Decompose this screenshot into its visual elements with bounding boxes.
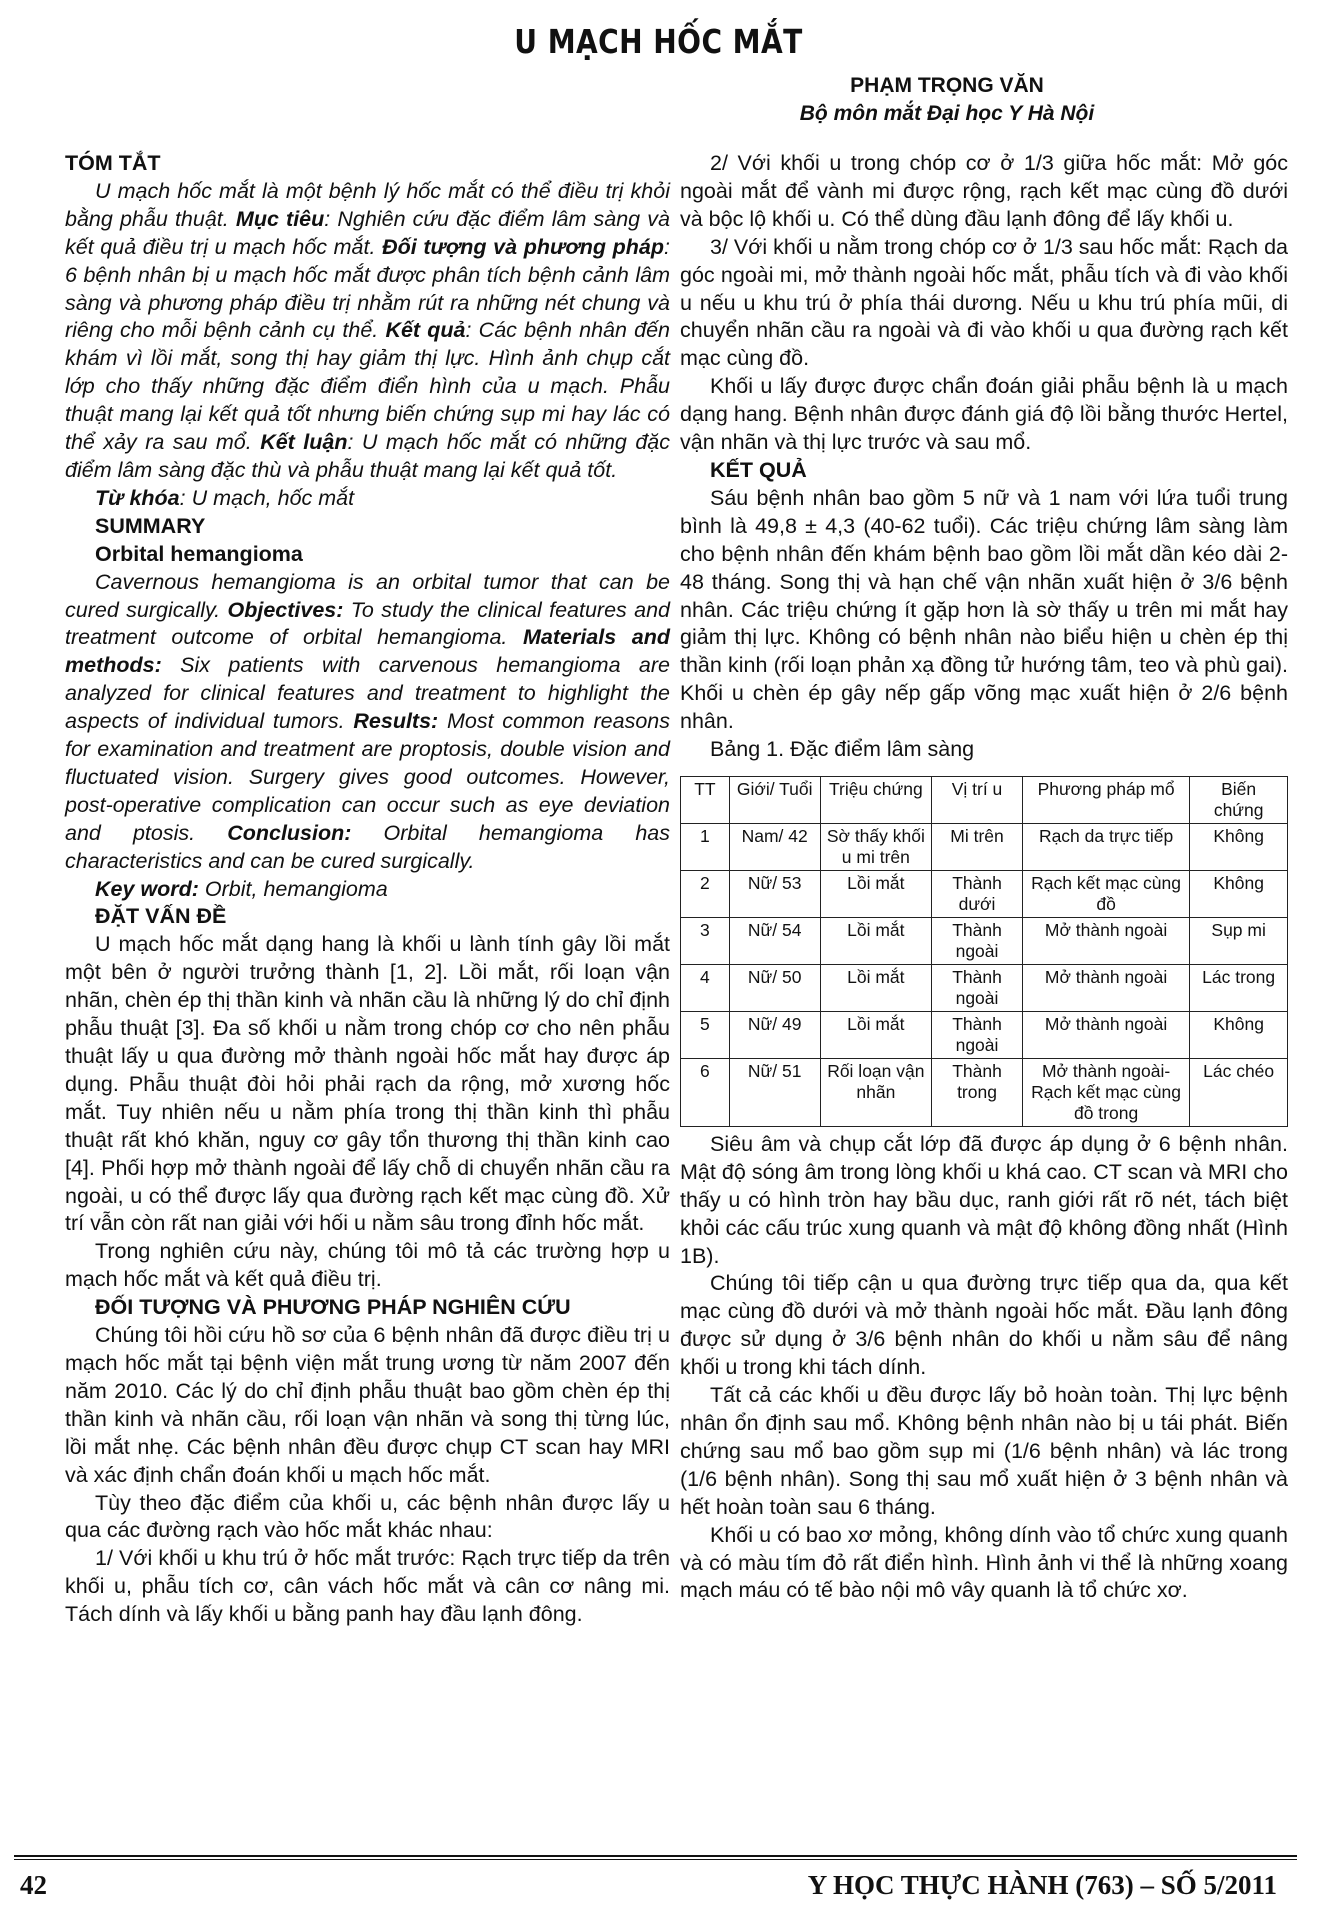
abstract-en-label: Materials and methods: bbox=[65, 625, 670, 678]
abstract-vi-keywords bbox=[65, 485, 670, 513]
abstract-vi-label: Kết luận bbox=[260, 430, 348, 455]
abstract-en-text: Six patients with carvenous hemangioma are analyzed for clinical features and treatment to highlight the aspects of individual tumors. bbox=[65, 653, 670, 734]
table-cell: 2 bbox=[681, 870, 730, 917]
abstract-en-text: To study the clinical features and treatment outcome of orbital hemangioma. bbox=[65, 597, 671, 650]
table-cell: Mi trên bbox=[932, 823, 1023, 870]
table-row bbox=[681, 1058, 1288, 1126]
methods-paragraph: 1/ Với khối u khu trú ở hốc mắt trước: Rạch trực tiếp da trên khối u, phẫu tích cơ, cân vách hốc mắt và cân cơ nâng mi. Tách dính và lấy khối u bằng panh hay đầu lạnh đông. bbox=[65, 1546, 670, 1627]
article-title: U MẠCH HỐC MẮT bbox=[514, 22, 803, 61]
author-block bbox=[737, 72, 1157, 128]
keywords-text: Orbit, hemangioma bbox=[198, 876, 388, 901]
abstract-vi-label: Kết quả bbox=[385, 318, 466, 343]
abstract-en-label: Results: bbox=[353, 709, 439, 734]
results-heading: KẾT QUẢ bbox=[710, 457, 807, 482]
results-paragraph: Khối u có bao xơ mỏng, không dính vào tổ chức xung quanh và có màu tím đỏ rất điển hình. Hình ảnh vi thể là những xoang mạch máu có tế bào nội mô vây quanh là tổ chức xơ. bbox=[680, 1522, 1288, 1603]
table-cell: 1 bbox=[681, 823, 730, 870]
table-cell: Nam/ 42 bbox=[729, 823, 820, 870]
table-cell: Sụp mi bbox=[1190, 917, 1288, 964]
author-name: PHẠM TRỌNG VĂN bbox=[850, 74, 1044, 97]
summary-subtitle: Orbital hemangioma bbox=[95, 541, 303, 566]
abstract-en-text: Most common reasons for examination and treatment are proptosis, double vision and fluctuated vision. Surgery gives good outcomes. However, post-operative complication can occur such as eye deviation and ptosis. bbox=[65, 709, 670, 845]
table-caption: Bảng 1. Đặc điểm lâm sàng bbox=[710, 737, 975, 762]
table-row bbox=[681, 870, 1288, 917]
intro-paragraph: U mạch hốc mắt dạng hang là khối u lành tính gây lồi mắt một bên ở người trưởng thành [1, 2]. Lồi mắt, rối loạn vận nhãn, chèn ép thị thần kinh và nhãn cầu là những lý do chỉ định phẫu thuật [3]. Đa số khối u nằm trong chóp cơ cho nên phẫu thuật lấy u qua đường mở thành ngoài hốc mắt hay được áp dụng. Phẫu thuật đòi hỏi phải rạch da rộng, mở xương hốc mắt. Tuy nhiên nếu u nằm phía trong thị thần kinh thì phẫu thuật rất khó khăn, nguy cơ gây tổn thương thị thần kinh cao [4]. Phối hợp mở thành ngoài để lấy chỗ di chuyển nhãn cầu ra ngoài, u có thể được lấy qua đường rạch kết mạc cùng đồ. Xử trí vẫn còn rất nan giải với hối u nằm sâu trong đỉnh hốc mắt. bbox=[65, 932, 670, 1236]
table-cell: 3 bbox=[681, 917, 730, 964]
table-cell: Rối loạn vận nhãn bbox=[820, 1058, 932, 1126]
keywords-text: : U mạch, hốc mắt bbox=[179, 485, 355, 510]
methods-paragraph: 2/ Với khối u trong chóp cơ ở 1/3 giữa hốc mắt: Mở góc ngoài mắt để vành mi được rộng, rạch kết mạc cùng đồ dưới và bộc lộ khối u. Có thể dùng đầu lạnh đông để lấy khối u. bbox=[680, 151, 1288, 231]
table-cell: Thành ngoài bbox=[932, 917, 1023, 964]
table-row bbox=[681, 823, 1288, 870]
results-paragraph: Chúng tôi tiếp cận u qua đường trực tiếp qua da, qua kết mạc cùng đồ dưới và mở thành ngoài hốc mắt. Đầu lạnh đông được sử dụng ở 3/6 bệnh nhân do khối u nằm sâu để nâng khối u trong khi tách dính. bbox=[680, 1271, 1288, 1380]
abstract-vi-text: : Các bệnh nhân đến khám vì lồi mắt, song thị hay giảm thị lực. Hình ảnh chụp cắt lớp cho thấy những đặc điểm điển hình của u mạch. Phẫu thuật mang lại kết quả tốt nhưng biến chứng sụp mi hay lác có thể xảy ra sau mổ. bbox=[65, 318, 671, 455]
journal-name: Y HỌC THỰC HÀNH (763) – SỐ 5/2011 bbox=[807, 1870, 1277, 1900]
table-cell: Mở thành ngoài bbox=[1022, 1011, 1189, 1058]
abstract-vi-text: U mạch hốc mắt là một bệnh lý hốc mắt có thể điều trị khỏi bằng phẫu thuật. bbox=[65, 178, 670, 231]
table-cell: Nữ/ 50 bbox=[729, 964, 820, 1011]
table-row bbox=[681, 1011, 1288, 1058]
results-paragraph: Tất cả các khối u đều được lấy bỏ hoàn toàn. Thị lực bệnh nhân ổn định sau mổ. Không bệnh nhân nào bị u tái phát. Biến chứng sau mổ bao gồm sụp mi (1/6 bệnh nhân) và lác trong (1/6 bệnh nhân). Song thị sau mổ xuất hiện ở 3 bệnh nhân và hết hoàn toàn sau 6 tháng. bbox=[680, 1383, 1288, 1519]
table-cell: Thành dưới bbox=[932, 870, 1023, 917]
left-column bbox=[65, 150, 670, 1629]
abstract-en-keywords bbox=[65, 876, 670, 904]
table-header-cell: Biến chứng bbox=[1190, 776, 1288, 823]
page-number: 42 bbox=[20, 1870, 47, 1900]
table-cell: Lác chéo bbox=[1190, 1058, 1288, 1126]
abstract-vi-heading-text: TÓM TẮT bbox=[65, 151, 161, 175]
table-header-cell: Giới/ Tuổi bbox=[729, 776, 820, 823]
table-cell: Nữ/ 51 bbox=[729, 1058, 820, 1126]
abstract-en-label: Conclusion: bbox=[227, 820, 352, 845]
abstract-vi-body bbox=[65, 178, 670, 485]
table-cell: Mở thành ngoài bbox=[1022, 917, 1189, 964]
table-cell: Lồi mắt bbox=[820, 917, 932, 964]
table-cell: Nữ/ 49 bbox=[729, 1011, 820, 1058]
keywords-label: Từ khóa bbox=[95, 485, 180, 510]
table-cell: Không bbox=[1190, 870, 1288, 917]
intro-heading: ĐẶT VẤN ĐỀ bbox=[95, 904, 227, 929]
abstract-en-body bbox=[65, 569, 670, 876]
table-cell: 5 bbox=[681, 1011, 730, 1058]
methods-paragraph: Khối u lấy được được chẩn đoán giải phẫu bệnh là u mạch dạng hang. Bệnh nhân được đánh giá độ lồi bằng thước Hertel, vận nhãn và thị lực trước và sau mổ. bbox=[680, 374, 1288, 455]
table-cell: 6 bbox=[681, 1058, 730, 1126]
table-row bbox=[681, 964, 1288, 1011]
summary-heading: SUMMARY bbox=[95, 513, 206, 538]
table-cell: Thành ngoài bbox=[932, 1011, 1023, 1058]
table-cell: Không bbox=[1190, 1011, 1288, 1058]
abstract-vi-label: Đối tượng và phương pháp bbox=[382, 234, 665, 259]
author-affiliation: Bộ môn mắt Đại học Y Hà Nội bbox=[799, 102, 1095, 125]
abstract-en-text: Orbital hemangioma has characteristics and can be cured surgically. bbox=[65, 820, 670, 873]
abstract-vi-heading bbox=[65, 150, 670, 178]
table-cell: 4 bbox=[681, 964, 730, 1011]
table-cell: Rạch kết mạc cùng đồ bbox=[1022, 870, 1189, 917]
footer-divider bbox=[14, 1859, 1297, 1860]
intro-paragraph: Trong nghiên cứu này, chúng tôi mô tả các trường hợp u mạch hốc mắt và kết quả điều trị. bbox=[65, 1239, 670, 1292]
results-paragraph: Sáu bệnh nhân bao gồm 5 nữ và 1 nam với lứa tuổi trung bình là 49,8 ± 4,3 (40-62 tuổi). Các triệu chứng lâm sàng làm cho bệnh nhân đến khám bệnh bao gồm lồi mắt dần kéo dài 2-48 tháng. Song thị và hạn chế vận nhãn xuất hiện ở 3/6 bệnh nhân. Các triệu chứng ít gặp hơn là sờ thấy u trên mi mắt hay giảm thị lực. Không có bệnh nhân nào biểu hiện u chèn ép thị thần kinh (rối loạn phản xạ đồng tử hướng tâm, teo và phù gai). Khối u chèn ép gây nếp gấp võng mạc xuất hiện ở 2/6 bệnh nhân. bbox=[680, 485, 1288, 734]
table-header-row bbox=[681, 776, 1288, 823]
table-cell: Lồi mắt bbox=[820, 964, 932, 1011]
right-column bbox=[680, 150, 1288, 1605]
table-cell: Lác trong bbox=[1190, 964, 1288, 1011]
methods-paragraph: Tùy theo đặc điểm của khối u, các bệnh nhân được lấy u qua các đường rạch vào hốc mắt khác nhau: bbox=[65, 1490, 670, 1543]
methods-paragraph: 3/ Với khối u nằm trong chóp cơ ở 1/3 sau hốc mắt: Rạch da góc ngoài mi, mở thành ngoài hốc mắt, phẫu tích và đi vào khối u nếu u khu trú ở phía thái dương. Nếu u khu trú phía mũi, di chuyển nhãn cầu ra ngoài và đi vào khối u qua đường rạch kết mạc cùng đồ. bbox=[680, 234, 1288, 371]
abstract-en-text: Cavernous hemangioma is an orbital tumor that can be cured surgically. bbox=[65, 569, 670, 622]
table-cell: Mở thành ngoài-Rạch kết mạc cùng đồ trong bbox=[1022, 1058, 1189, 1126]
table-cell: Thành trong bbox=[932, 1058, 1023, 1126]
table-cell: Rạch da trực tiếp bbox=[1022, 823, 1189, 870]
abstract-vi-text: : U mạch hốc mắt có những đặc điểm lâm sàng đặc thù và phẫu thuật mang lại kết quả tốt. bbox=[65, 430, 670, 482]
table-header-cell: Phương pháp mổ bbox=[1022, 776, 1189, 823]
table-cell: Nữ/ 54 bbox=[729, 917, 820, 964]
table-cell: Nữ/ 53 bbox=[729, 870, 820, 917]
clinical-table bbox=[680, 776, 1288, 1127]
table-header-cell: Triệu chứng bbox=[820, 776, 932, 823]
results-paragraph: Siêu âm và chụp cắt lớp đã được áp dụng ở 6 bệnh nhân. Mật độ sóng âm trong lòng khối u khá cao. CT scan và MRI cho thấy u có hình tròn hay bầu dục, ranh giới rất rõ nét, tách biệt khỏi các cấu trúc xung quanh và mật độ không đồng nhất (Hình 1B). bbox=[680, 1131, 1288, 1268]
methods-paragraph: Chúng tôi hồi cứu hồ sơ của 6 bệnh nhân đã được điều trị u mạch hốc mắt tại bệnh viện mắt trung ương từ năm 2007 đến năm 2010. Các lý do chỉ định phẫu thuật bao gồm chèn ép thị thần kinh và nhãn cầu, rối loạn vận nhãn và song thị từng lúc, lồi mắt nhẹ. Các bệnh nhân đều được chụp CT scan hay MRI và xác định chẩn đoán khối u mạch hốc mắt. bbox=[65, 1323, 670, 1487]
table-cell: Lồi mắt bbox=[820, 1011, 932, 1058]
table-cell: Lồi mắt bbox=[820, 870, 932, 917]
abstract-en-label: Objectives: bbox=[227, 597, 344, 622]
abstract-vi-text: : Nghiên cứu đặc điểm lâm sàng và kết quả điều trị u mạch hốc mắt. bbox=[65, 206, 670, 259]
abstract-vi-text: : 6 bệnh nhân bị u mạch hốc mắt được phân tích bệnh cảnh lâm sàng và phương pháp điều trị nhằm rút ra những nét chung và riêng cho mỗi bệnh cảnh cụ thể. bbox=[65, 234, 670, 343]
footer-divider bbox=[14, 1855, 1297, 1857]
table-header-cell: TT bbox=[681, 776, 730, 823]
abstract-vi-label: Mục tiêu bbox=[235, 206, 325, 231]
table-header-cell: Vị trí u bbox=[932, 776, 1023, 823]
table-cell: Thành ngoài bbox=[932, 964, 1023, 1011]
table-cell: Không bbox=[1190, 823, 1288, 870]
table-cell: Mở thành ngoài bbox=[1022, 964, 1189, 1011]
keywords-label: Key word: bbox=[95, 876, 199, 901]
table-cell: Sờ thấy khối u mi trên bbox=[820, 823, 932, 870]
table-row bbox=[681, 917, 1288, 964]
methods-heading: ĐỐI TƯỢNG VÀ PHƯƠNG PHÁP NGHIÊN CỨU bbox=[95, 1295, 571, 1320]
